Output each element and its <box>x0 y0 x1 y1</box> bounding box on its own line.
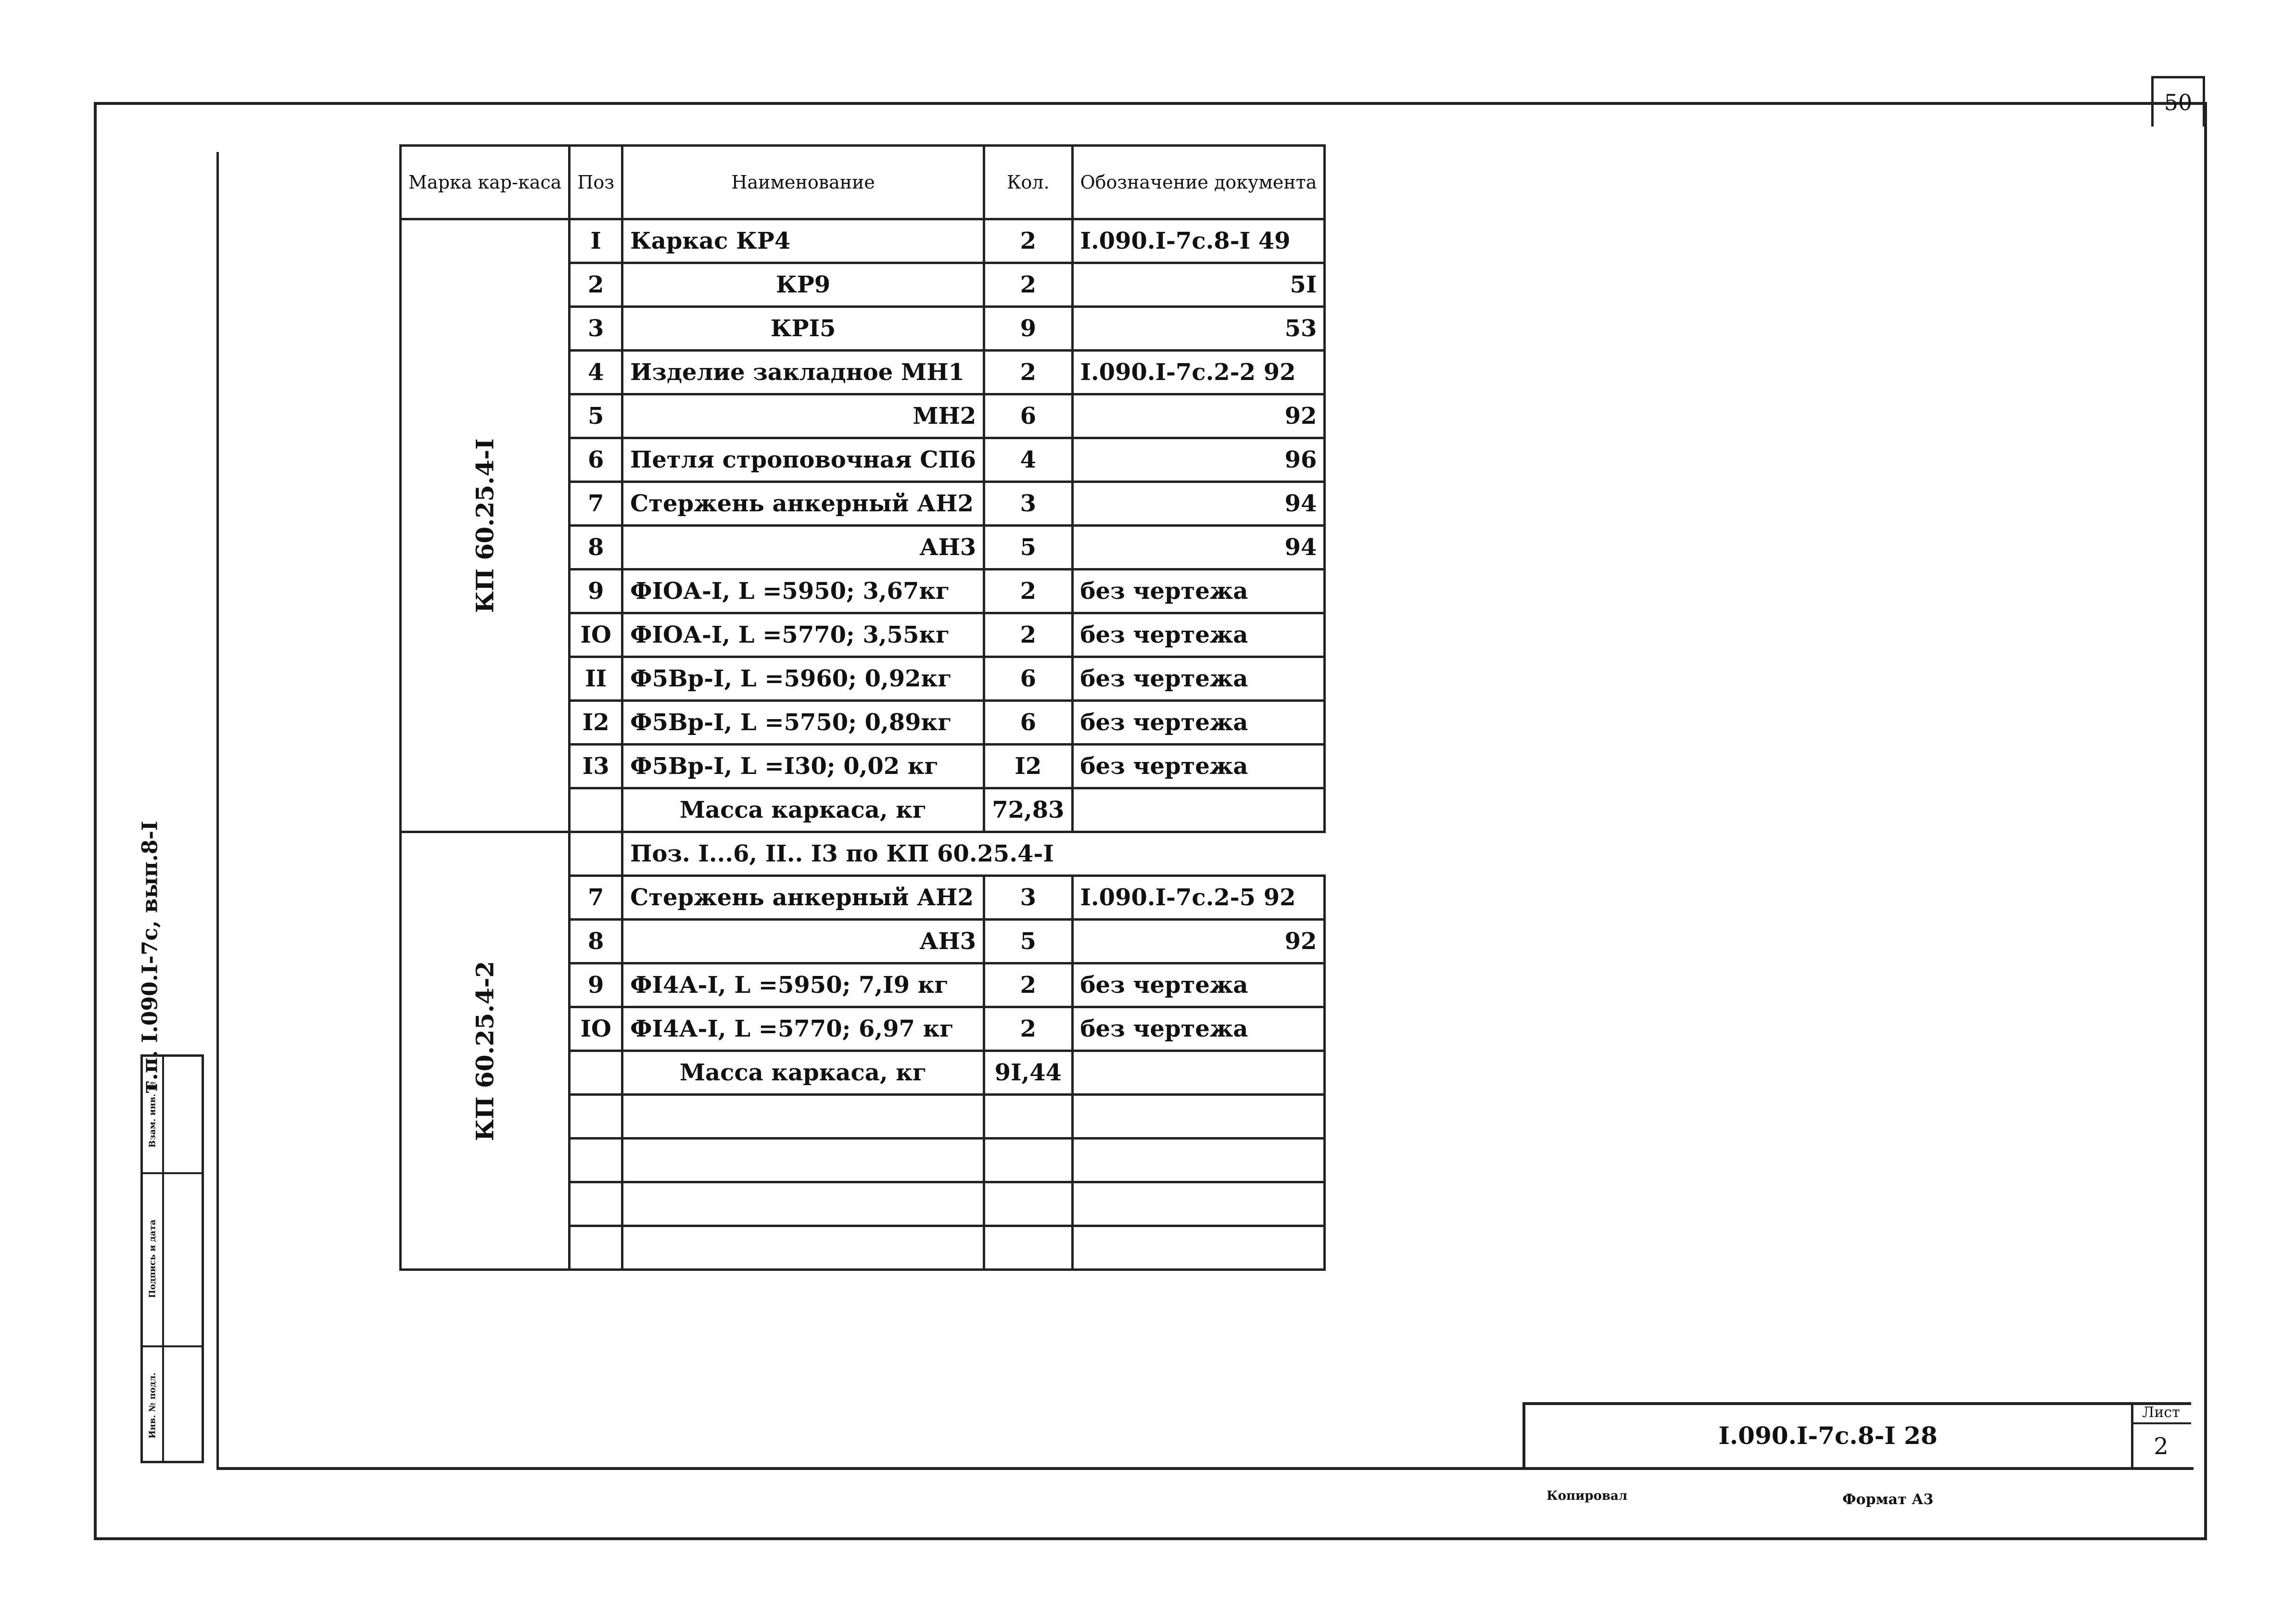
row-doc: без чертежа <box>1072 1007 1325 1051</box>
side-stamp-original-inv: Инв. № подл. <box>147 1372 158 1439</box>
row-doc: I.090.I-7с.8-I 49 <box>1072 219 1325 263</box>
row-pos: 7 <box>570 876 622 920</box>
empty-cell <box>570 1095 622 1139</box>
row-pos: 9 <box>570 963 622 1007</box>
empty-cell <box>622 1095 984 1139</box>
row-name: Петля строповочная СП6 <box>622 438 984 482</box>
row-qty: 6 <box>984 394 1072 438</box>
empty-cell <box>984 1182 1072 1226</box>
empty-cell <box>1072 1182 1325 1226</box>
empty-cell <box>1072 1226 1325 1270</box>
row-name: ФI4А-I, L =5950; 7,I9 кг <box>622 963 984 1007</box>
row-qty: 5 <box>984 920 1072 963</box>
row-doc: 96 <box>1072 438 1325 482</box>
row-qty: 3 <box>984 876 1072 920</box>
row-pos: 7 <box>570 482 622 526</box>
row-doc: без чертежа <box>1072 657 1325 701</box>
row-pos-empty <box>570 788 622 832</box>
row-doc: I.090.I-7с.2-5 92 <box>1072 876 1325 920</box>
sheet-number: 2 <box>2154 1433 2169 1460</box>
row-name: Стержень анкерный АН2 <box>622 482 984 526</box>
row-qty: 2 <box>984 613 1072 657</box>
empty-cell <box>984 1226 1072 1270</box>
format-label: Формат А3 <box>1842 1491 1934 1508</box>
row-doc: без чертежа <box>1072 963 1325 1007</box>
row-pos: 2 <box>570 263 622 307</box>
row-qty: 2 <box>984 570 1072 613</box>
row-name: ФI4А-I, L =5770; 6,97 кг <box>622 1007 984 1051</box>
group2-note: Поз. I...6, II.. I3 по КП 60.25.4-I <box>622 832 1325 876</box>
row-qty: 5 <box>984 526 1072 570</box>
row-pos: IО <box>570 1007 622 1051</box>
row-qty: 9 <box>984 307 1072 351</box>
side-document-label: т.п. I.090.I-7с, вып.8-I <box>138 821 163 1094</box>
row-qty: 2 <box>984 219 1072 263</box>
row-qty: 3 <box>984 482 1072 526</box>
row-pos: 6 <box>570 438 622 482</box>
empty-cell <box>570 1139 622 1182</box>
row-doc: 5I <box>1072 263 1325 307</box>
group1-mark-cell <box>401 219 570 832</box>
row-pos: I3 <box>570 745 622 788</box>
empty-cell <box>984 1139 1072 1182</box>
row-name: АН3 <box>622 920 984 963</box>
row-pos: II <box>570 657 622 701</box>
row-doc-empty <box>1072 1051 1325 1095</box>
row-name: Ф5Вр-I, L =5960; 0,92кг <box>622 657 984 701</box>
empty-cell <box>1072 1095 1325 1139</box>
row-pos: IО <box>570 613 622 657</box>
row-name: КР9 <box>622 263 984 307</box>
header-name: Наименование <box>622 146 984 219</box>
row-doc: 94 <box>1072 526 1325 570</box>
row-pos: 5 <box>570 394 622 438</box>
mass-label: Масса каркаса, кг <box>622 1051 984 1095</box>
row-name: АН3 <box>622 526 984 570</box>
side-stamp <box>140 1054 204 1463</box>
row-pos: I2 <box>570 701 622 745</box>
row-name: Каркас КР4 <box>622 219 984 263</box>
page-number: 50 <box>2151 76 2205 127</box>
empty-cell <box>984 1095 1072 1139</box>
row-doc-empty <box>1072 788 1325 832</box>
table-row <box>401 219 1325 263</box>
empty-cell <box>622 1182 984 1226</box>
document-code: I.090.I-7с.8-I 28 <box>1718 1421 1938 1450</box>
empty-cell <box>570 1226 622 1270</box>
group2-mark-cell <box>401 832 570 1270</box>
group2-note-row <box>401 832 1325 876</box>
side-stamp-divider <box>143 1345 202 1347</box>
row-pos-empty <box>570 1051 622 1095</box>
row-qty: 2 <box>984 963 1072 1007</box>
header-pos: Поз <box>570 146 622 219</box>
row-pos: 4 <box>570 351 622 394</box>
row-qty: 2 <box>984 1007 1072 1051</box>
empty-cell <box>1072 1139 1325 1182</box>
header-mark: Марка кар-каса <box>401 146 570 219</box>
row-doc: 94 <box>1072 482 1325 526</box>
empty-cell <box>622 1226 984 1270</box>
row-pos: 3 <box>570 307 622 351</box>
row-name: Ф5Вр-I, L =5750; 0,89кг <box>622 701 984 745</box>
row-doc: без чертежа <box>1072 570 1325 613</box>
row-doc: 53 <box>1072 307 1325 351</box>
row-name: Изделие закладное МН1 <box>622 351 984 394</box>
row-qty: 2 <box>984 263 1072 307</box>
side-stamp-divider <box>143 1172 202 1174</box>
row-doc: 92 <box>1072 920 1325 963</box>
row-doc: без чертежа <box>1072 745 1325 788</box>
mass-value: 9I,44 <box>984 1051 1072 1095</box>
mass-label: Масса каркаса, кг <box>622 788 984 832</box>
row-doc: 92 <box>1072 394 1325 438</box>
specification-table <box>399 144 1326 1271</box>
header-doc: Обозначение документа <box>1072 146 1325 219</box>
row-pos: 8 <box>570 526 622 570</box>
row-name: МН2 <box>622 394 984 438</box>
row-name: ФIОА-I, L =5770; 3,55кг <box>622 613 984 657</box>
row-name: Ф5Вр-I, L =I30; 0,02 кг <box>622 745 984 788</box>
copied-label: Копировал <box>1547 1489 1628 1503</box>
row-doc: без чертежа <box>1072 613 1325 657</box>
row-qty: 6 <box>984 657 1072 701</box>
empty-cell <box>570 1182 622 1226</box>
group2-mark: КП 60.25.4-2 <box>470 961 499 1141</box>
sheet-label: Лист <box>2131 1402 2191 1424</box>
row-pos-empty <box>570 832 622 876</box>
row-doc: без чертежа <box>1072 701 1325 745</box>
group1-mark: КП 60.25.4-I <box>470 438 499 613</box>
row-doc: I.090.I-7с.2-2 92 <box>1072 351 1325 394</box>
row-qty: 4 <box>984 438 1072 482</box>
row-name: КРI5 <box>622 307 984 351</box>
row-pos: 8 <box>570 920 622 963</box>
row-qty: I2 <box>984 745 1072 788</box>
mass-value: 72,83 <box>984 788 1072 832</box>
row-qty: 6 <box>984 701 1072 745</box>
empty-cell <box>622 1139 984 1182</box>
side-stamp-replaced-inv: Взам. инв. № <box>147 1081 158 1148</box>
header-qty: Кол. <box>984 146 1072 219</box>
row-name: ФIОА-I, L =5950; 3,67кг <box>622 570 984 613</box>
table-header-row <box>401 146 1325 219</box>
side-stamp-signature-date: Подпись и дата <box>147 1219 158 1298</box>
row-pos: 9 <box>570 570 622 613</box>
row-name: Стержень анкерный АН2 <box>622 876 984 920</box>
row-qty: 2 <box>984 351 1072 394</box>
row-pos: I <box>570 219 622 263</box>
